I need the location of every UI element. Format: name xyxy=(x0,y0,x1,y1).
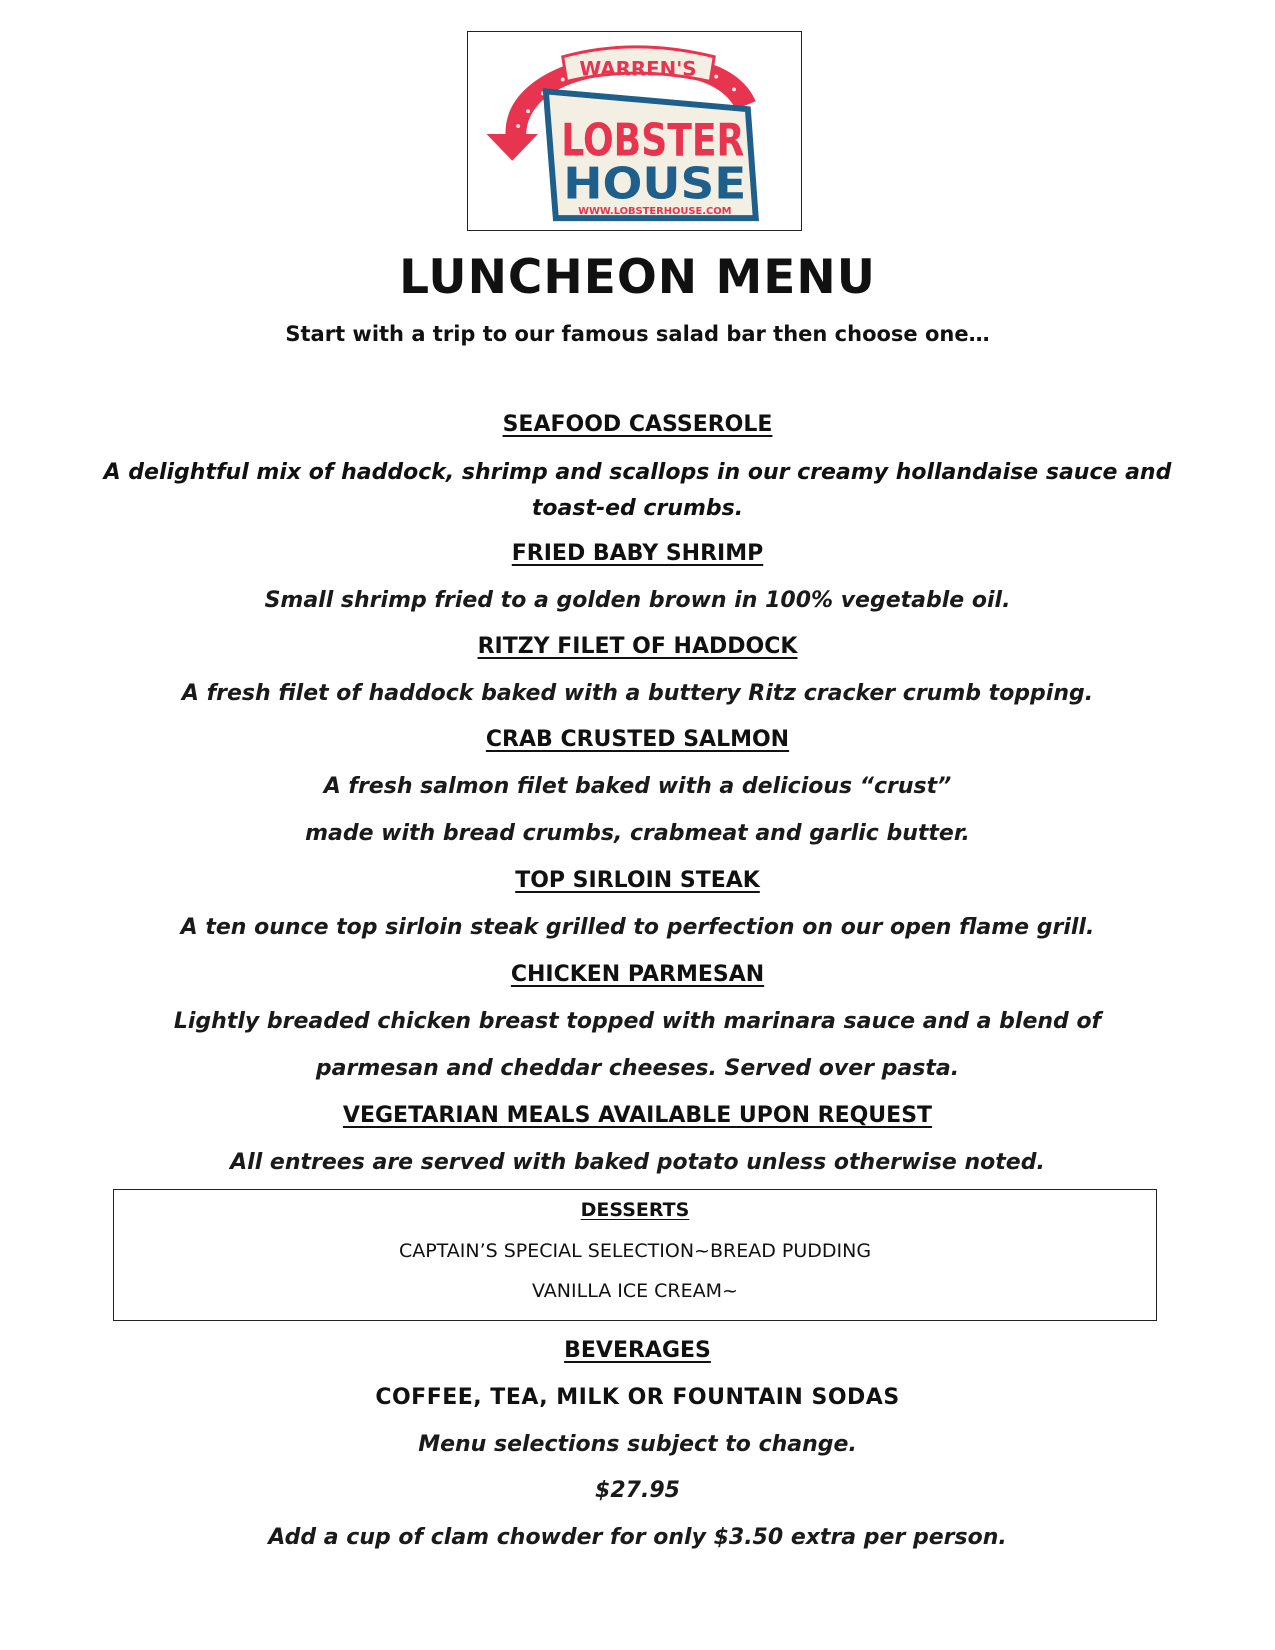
dessert-item: CAPTAIN’S SPECIAL SELECTION~BREAD PUDDING xyxy=(398,1240,872,1262)
beverages-heading: BEVERAGES xyxy=(564,1338,711,1363)
logo-line1: LOBSTER xyxy=(561,113,745,167)
item-description: Small shrimp fried to a golden brown in 100% vegetable oil. xyxy=(264,588,1011,613)
logo-line2: HOUSE xyxy=(563,159,747,210)
item-heading: FRIED BABY SHRIMP xyxy=(511,541,764,566)
desserts-heading: DESSERTS xyxy=(580,1199,690,1221)
item-description: A fresh filet of haddock baked with a buttery Ritz cracker crumb topping. xyxy=(181,681,1094,706)
item-description: A ten ounce top sirloin steak grilled to perfection on our open flame grill. xyxy=(180,915,1095,940)
restaurant-logo xyxy=(467,31,802,231)
item-description: made with bread crumbs, crabmeat and garlic butter. xyxy=(305,821,970,846)
logo-arrowhead xyxy=(486,134,537,161)
item-heading: CHICKEN PARMESAN xyxy=(510,962,765,987)
item-description: A fresh salmon filet baked with a delicious “crust” xyxy=(323,774,952,799)
logo-graphic xyxy=(468,32,801,230)
item-heading: SEAFOOD CASSEROLE xyxy=(502,412,773,437)
item-description: Lightly breaded chicken breast topped with marinara sauce and a blend of xyxy=(173,1009,1102,1034)
beverages-list: COFFEE, TEA, MILK OR FOUNTAIN SODAS xyxy=(375,1385,900,1410)
logo-top-text: WARREN'S xyxy=(579,57,697,81)
subtitle: Start with a trip to our famous salad bar then choose one… xyxy=(285,322,990,346)
item-heading: VEGETARIAN MEALS AVAILABLE UPON REQUEST xyxy=(342,1103,933,1128)
page-title: LUNCHEON MENU xyxy=(399,250,876,305)
item-heading: RITZY FILET OF HADDOCK xyxy=(477,634,798,659)
desserts-box xyxy=(113,1189,1157,1321)
item-description: parmesan and cheddar cheeses. Served over pasta. xyxy=(315,1056,960,1081)
item-description: A delightful mix of haddock, shrimp and scallops in our creamy hollandaise sauce and toast-ed crumbs. xyxy=(103,460,1172,521)
addon-note: Add a cup of clam chowder for only $3.50 extra per person. xyxy=(268,1525,1007,1550)
item-heading: CRAB CRUSTED SALMON xyxy=(485,727,790,752)
price: $27.95 xyxy=(595,1478,680,1503)
dessert-item: VANILLA ICE CREAM~ xyxy=(532,1280,738,1302)
logo-url: WWW.LOBSTERHOUSE.COM xyxy=(578,206,732,218)
menu-note: Menu selections subject to change. xyxy=(418,1432,857,1457)
item-description: All entrees are served with baked potato unless otherwise noted. xyxy=(230,1150,1045,1175)
item-heading: TOP SIRLOIN STEAK xyxy=(515,868,760,893)
